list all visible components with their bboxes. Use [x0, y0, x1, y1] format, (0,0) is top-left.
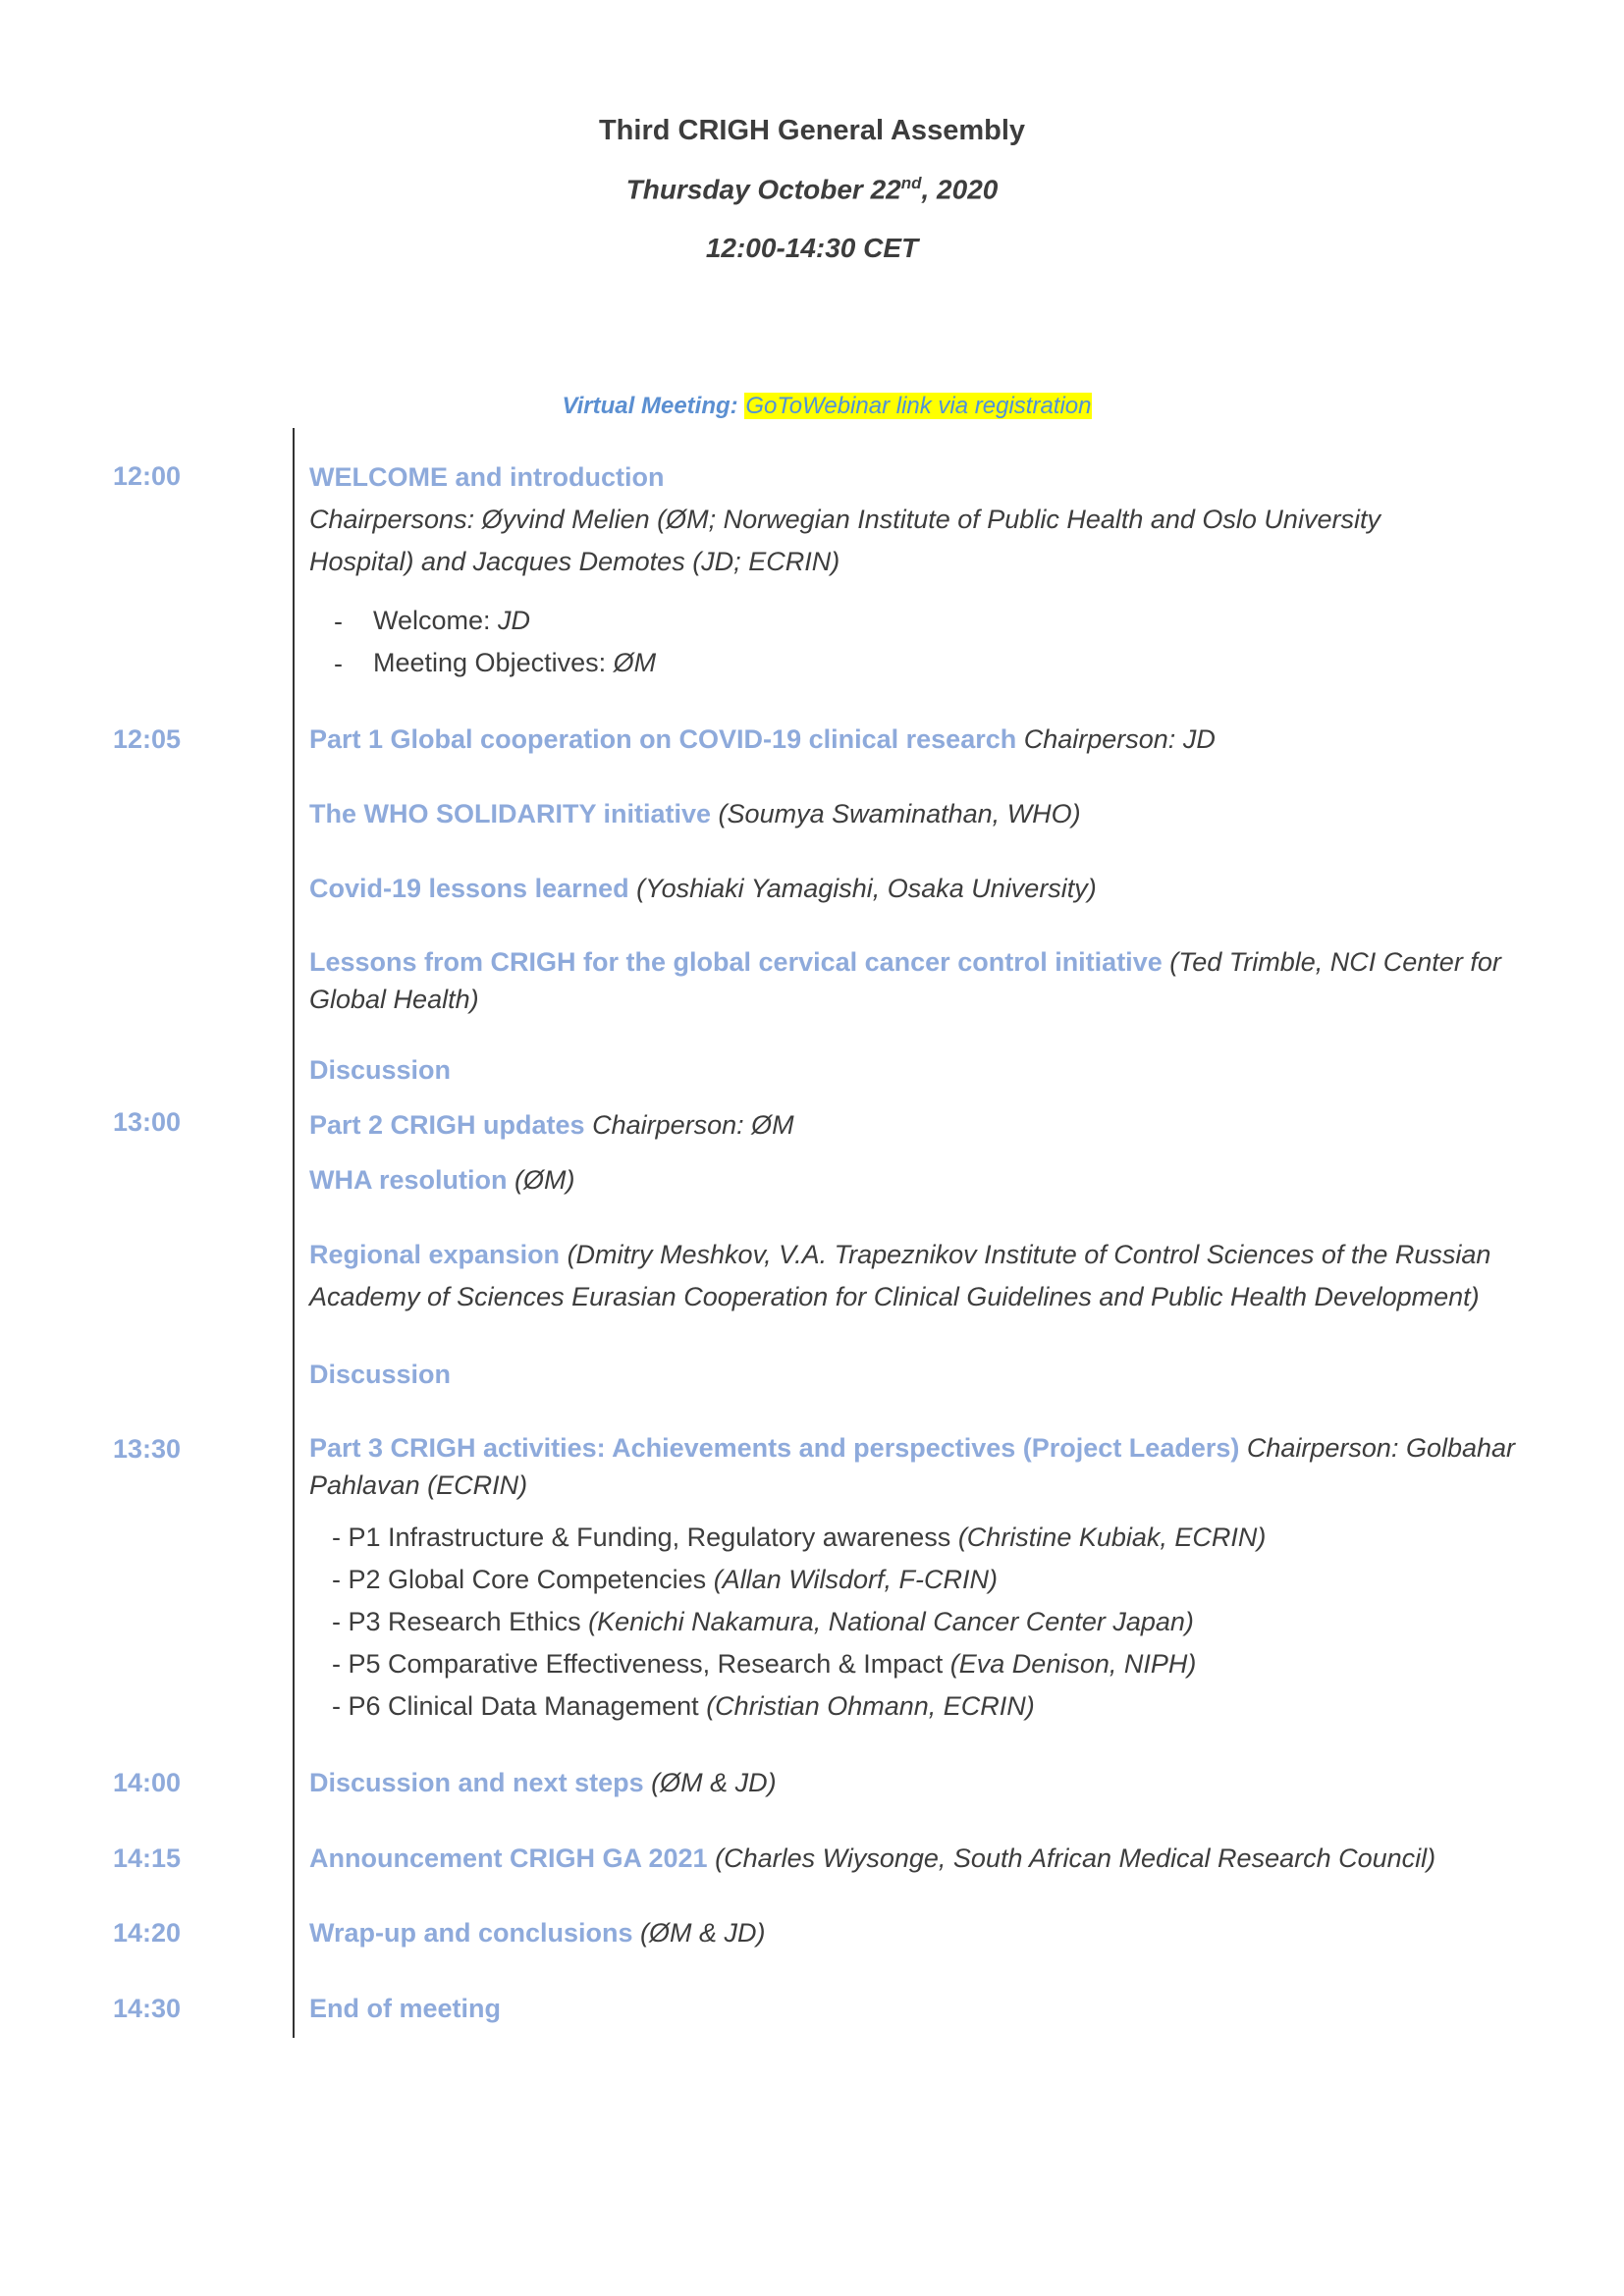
- timeline-divider: [293, 428, 295, 2038]
- cervical-cancer-item: Lessons from CRIGH for the global cervical cancer control initiative (Ted Trimble, NCI Center for Global Health): [309, 947, 1501, 1014]
- time-1330: 13:30: [113, 1434, 182, 1464]
- project-item: - P2 Global Core Competencies (Allan Wilsdorf, F-CRIN): [332, 1565, 998, 1594]
- welcome-item: Welcome: JD: [373, 606, 531, 635]
- document-title: Third CRIGH General Assembly: [598, 115, 1026, 146]
- list-dash: -: [334, 607, 343, 636]
- wrap-up-item: Wrap-up and conclusions (ØM & JD): [309, 1918, 766, 1948]
- project-item: - P6 Clinical Data Management (Christian Ohmann, ECRIN): [332, 1691, 1035, 1721]
- time-1430: 14:30: [113, 1994, 182, 2023]
- announcement-item: Announcement CRIGH GA 2021 (Charles Wiysonge, South African Medical Research Council): [309, 1843, 1436, 1873]
- time-1420: 14:20: [113, 1918, 182, 1948]
- meeting-date: Thursday October 22nd, 2020: [625, 174, 999, 205]
- part1-heading: Part 1 Global cooperation on COVID-19 clinical research Chairperson: JD: [309, 724, 1216, 754]
- meeting-time: 12:00-14:30 CET: [705, 233, 919, 263]
- virtual-meeting-label: Virtual Meeting:: [562, 393, 738, 419]
- project-item: - P3 Research Ethics (Kenichi Nakamura, National Cancer Center Japan): [332, 1607, 1194, 1636]
- time-1300: 13:00: [113, 1107, 182, 1137]
- welcome-chair-line2: Hospital) and Jacques Demotes (JD; ECRIN): [309, 547, 840, 576]
- time-1200: 12:00: [113, 461, 182, 491]
- discussion-next-steps: Discussion and next steps (ØM & JD): [309, 1768, 777, 1797]
- list-dash: -: [334, 649, 343, 678]
- project-item: - P1 Infrastructure & Funding, Regulatory awareness (Christine Kubiak, ECRIN): [332, 1522, 1267, 1552]
- part2-heading: Part 2 CRIGH updates Chairperson: ØM: [309, 1110, 794, 1140]
- part1-discussion: Discussion: [309, 1055, 452, 1085]
- wha-resolution-item: WHA resolution (ØM): [309, 1165, 575, 1195]
- welcome-item: Meeting Objectives: ØM: [373, 648, 657, 677]
- time-1415: 14:15: [113, 1843, 182, 1873]
- part2-discussion: Discussion: [309, 1360, 452, 1389]
- who-solidarity-item: The WHO SOLIDARITY initiative (Soumya Swaminathan, WHO): [309, 799, 1081, 828]
- virtual-meeting-line: [0, 393, 1624, 420]
- time-1400: 14:00: [113, 1768, 182, 1797]
- part3-heading: Part 3 CRIGH activities: Achievements and perspectives (Project Leaders) Chairperson: Golbahar Pahlavan (ECRIN): [309, 1433, 1516, 1500]
- time-1205: 12:05: [113, 724, 182, 754]
- welcome-block: [309, 456, 1537, 583]
- covid-lessons-item: Covid-19 lessons learned (Yoshiaki Yamagishi, Osaka University): [309, 874, 1097, 903]
- webinar-link[interactable]: GoToWebinar link via registration: [745, 393, 1092, 419]
- welcome-title: WELCOME and introduction: [309, 462, 665, 492]
- regional-expansion-item: Regional expansion (Dmitry Meshkov, V.A. Trapeznikov Institute of Control Sciences of the Russian Academy of Sciences Eurasian Cooperation for Clinical Guidelines and Public Health Development): [309, 1240, 1491, 1311]
- welcome-chair-line1: Chairpersons: Øyvind Melien (ØM; Norwegian Institute of Public Health and Oslo University: [309, 505, 1380, 534]
- end-of-meeting: End of meeting: [309, 1994, 501, 2023]
- project-item: - P5 Comparative Effectiveness, Research & Impact (Eva Denison, NIPH): [332, 1649, 1197, 1679]
